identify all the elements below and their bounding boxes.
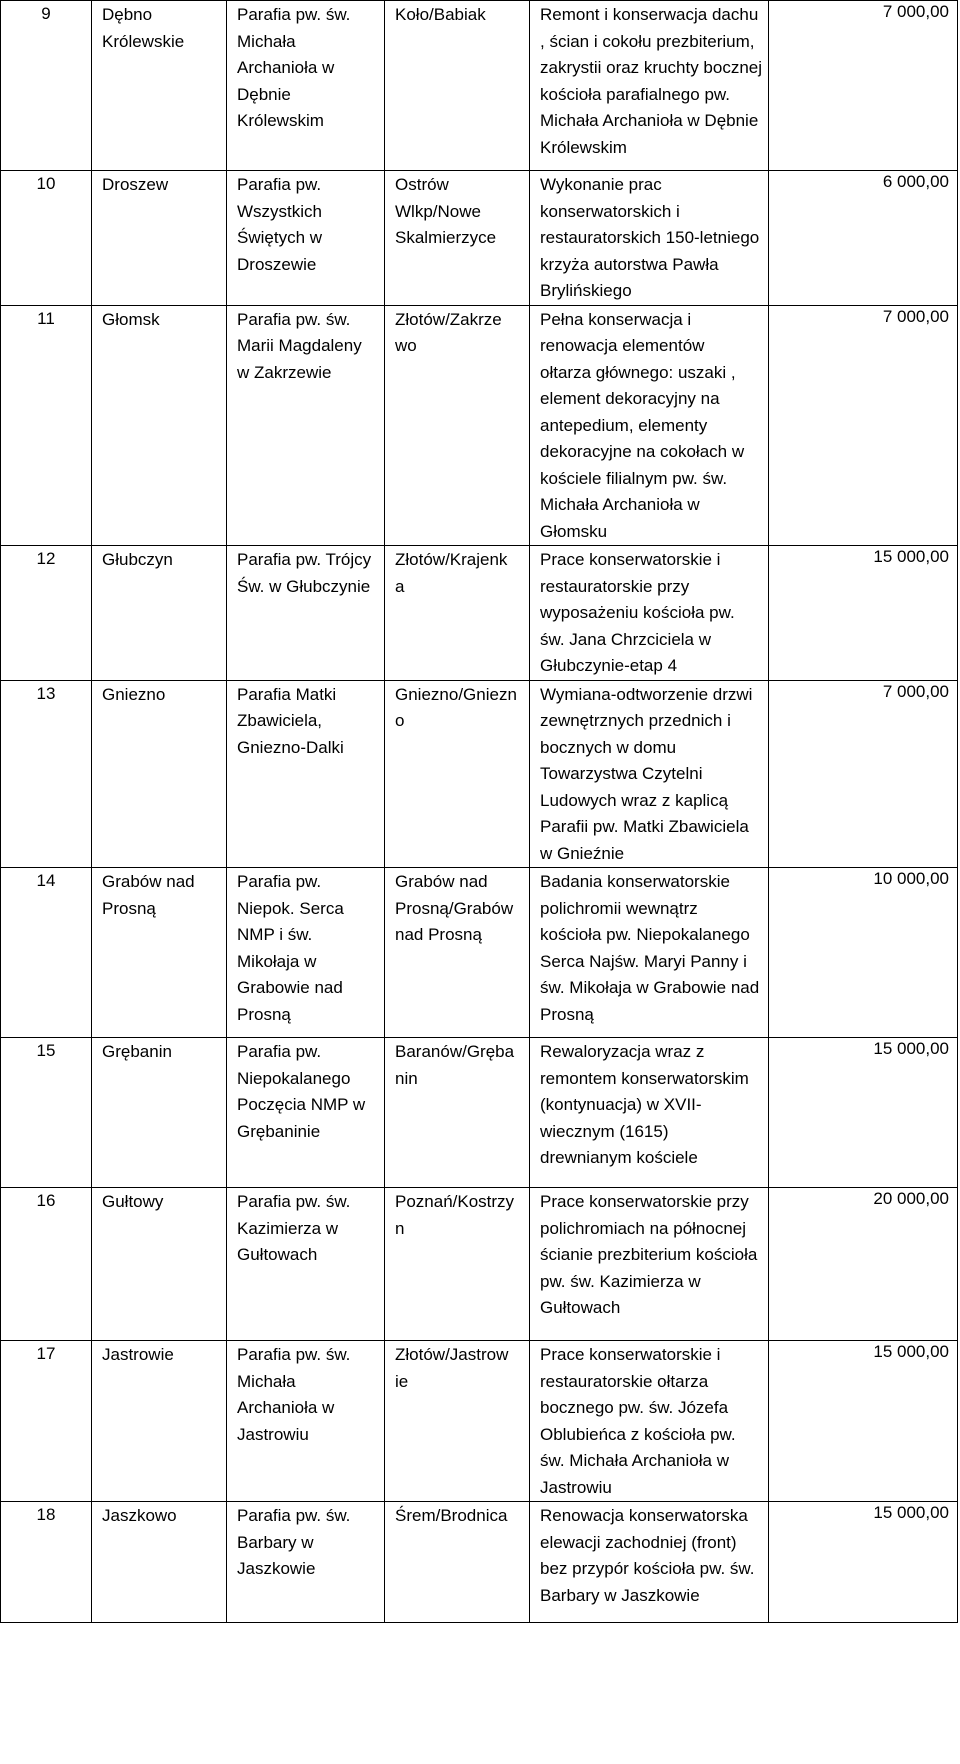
district-cell <box>385 546 530 681</box>
task-cell-text: Prace konserwatorskie i restauratorskie przy wyposażeniu kościoła pw. św. Jana Chrzciciela w Głubczynie-etap 4 <box>540 550 735 675</box>
row-number-text: 9 <box>41 4 51 23</box>
locality-cell <box>92 1038 227 1188</box>
row-number <box>1 546 92 681</box>
district-cell-text: Złotów/Krajenk a <box>395 550 508 596</box>
row-number-text: 16 <box>36 1191 56 1210</box>
amount-cell-text: 15 000,00 <box>873 1342 949 1361</box>
locality-cell-text: Droszew <box>102 175 169 194</box>
locality-cell <box>92 1 227 171</box>
parish-cell <box>227 305 385 546</box>
locality-cell <box>92 305 227 546</box>
row-number <box>1 1 92 171</box>
row-number-text: 14 <box>36 871 56 890</box>
table-row <box>1 1341 958 1502</box>
locality-cell-text: Głubczyn <box>102 550 173 569</box>
district-cell-text: Koło/Babiak <box>395 5 486 24</box>
locality-cell-text: Grębanin <box>102 1042 172 1061</box>
locality-cell <box>92 1188 227 1341</box>
amount-cell-text: 7 000,00 <box>882 306 949 326</box>
locality-cell <box>92 171 227 306</box>
parish-cell <box>227 1502 385 1623</box>
district-cell-text: Grabów nad Prosną/Grabów nad Prosną <box>395 872 514 944</box>
row-number-text: 17 <box>36 1344 56 1363</box>
task-cell-text: Rewaloryzacja wraz z remontem konserwatorskim (kontynuacja) w XVII- wiecznym (1615) drewnianym kościele <box>540 1042 749 1167</box>
locality-cell <box>92 868 227 1038</box>
row-number <box>1 305 92 546</box>
task-cell-text: Wykonanie prac konserwatorskich i restauratorskich 150-letniego krzyża autorstwa Pawła Brylińskiego <box>540 175 760 300</box>
task-cell-text: Badania konserwatorskie polichromii wewnątrz kościoła pw. Niepokalanego Serca Najśw. Maryi Panny i św. Mikołaja w Grabowie nad Prosną <box>540 872 760 1024</box>
parish-cell-text: Parafia pw. św. Kazimierza w Gułtowach <box>237 1192 351 1264</box>
district-cell <box>385 1188 530 1341</box>
locality-cell-text: Grabów nad Prosną <box>102 872 195 918</box>
amount-cell <box>769 1502 958 1623</box>
task-cell <box>530 1 769 171</box>
row-number <box>1 1038 92 1188</box>
row-number <box>1 1341 92 1502</box>
district-cell <box>385 1502 530 1623</box>
parish-cell <box>227 1038 385 1188</box>
district-cell-text: Ostrów Wlkp/Nowe Skalmierzyce <box>395 175 497 247</box>
task-cell <box>530 1341 769 1502</box>
district-cell <box>385 868 530 1038</box>
amount-cell <box>769 546 958 681</box>
row-number <box>1 868 92 1038</box>
task-cell-text: Prace konserwatorskie przy polichromiach na północnej ścianie prezbiterium kościoła pw. św. Kazimierza w Gułtowach <box>540 1192 758 1317</box>
table-row <box>1 1038 958 1188</box>
row-number-text: 18 <box>36 1505 56 1524</box>
amount-cell-text: 7 000,00 <box>882 2 949 21</box>
parish-cell <box>227 1341 385 1502</box>
parish-cell-text: Parafia pw. św. Michała Archanioła w Dębnie Królewskim <box>237 5 351 130</box>
district-cell <box>385 1341 530 1502</box>
row-number <box>1 1188 92 1341</box>
parish-cell-text: Parafia pw. Niepok. Serca NMP i św. Mikołaja w Grabowie nad Prosną <box>237 872 344 1024</box>
locality-cell-text: Gułtowy <box>102 1192 164 1211</box>
amount-cell <box>769 680 958 868</box>
locality-cell-text: Głomsk <box>102 309 160 329</box>
locality-cell <box>92 680 227 868</box>
task-cell <box>530 1038 769 1188</box>
locality-cell-text: Dębno Królewskie <box>102 5 185 51</box>
district-cell <box>385 1 530 171</box>
task-cell <box>530 680 769 868</box>
task-cell-text: Wymiana-odtworzenie drzwi zewnętrznych przednich i bocznych w domu Towarzystwa Czytelni Ludowych wraz z kaplicą Parafii pw. Matki Zbawiciela w Gnieźnie <box>540 684 753 863</box>
table-row <box>1 680 958 868</box>
table-row <box>1 1502 958 1623</box>
parish-cell-text: Parafia pw. Wszystkich Świętych w Droszewie <box>237 175 323 274</box>
task-cell-text: Remont i konserwacja dachu , ścian i cokołu prezbiterium, zakrystii oraz kruchty bocznej kościoła parafialnego pw. Michała Archanioła w Dębnie Królewskim <box>540 5 763 157</box>
amount-cell-text: 15 000,00 <box>873 547 949 566</box>
parish-cell-text: Parafia Matki Zbawiciela, Gniezno-Dalki <box>237 684 344 757</box>
parish-cell-text: Parafia pw. Trójcy Św. w Głubczynie <box>237 550 372 596</box>
amount-cell-text: 15 000,00 <box>873 1039 949 1058</box>
row-number-text: 12 <box>36 549 56 568</box>
table-row <box>1 1188 958 1341</box>
task-cell <box>530 1188 769 1341</box>
row-number-text: 10 <box>36 174 56 193</box>
row-number-text: 11 <box>37 308 55 328</box>
amount-cell-text: 15 000,00 <box>873 1503 949 1522</box>
district-cell <box>385 305 530 546</box>
locality-cell <box>92 1341 227 1502</box>
district-cell-text: Baranów/Gręba nin <box>395 1042 515 1088</box>
parish-cell <box>227 1188 385 1341</box>
parish-cell <box>227 868 385 1038</box>
task-cell <box>530 546 769 681</box>
locality-cell-text: Jastrowie <box>102 1345 174 1364</box>
row-number <box>1 171 92 306</box>
parish-cell <box>227 171 385 306</box>
table-row <box>1 305 958 546</box>
district-cell-text: Śrem/Brodnica <box>395 1506 508 1525</box>
amount-cell <box>769 1341 958 1502</box>
parish-cell-text: Parafia pw. św. Barbary w Jaszkowie <box>237 1506 351 1578</box>
amount-cell <box>769 171 958 306</box>
district-cell <box>385 171 530 306</box>
parish-cell-text: Parafia pw. św. Michała Archanioła w Jastrowiu <box>237 1345 351 1444</box>
parish-cell <box>227 1 385 171</box>
parish-cell <box>227 546 385 681</box>
table-row <box>1 546 958 681</box>
row-number-text: 13 <box>36 683 56 703</box>
table-row <box>1 171 958 306</box>
task-cell <box>530 868 769 1038</box>
task-cell <box>530 171 769 306</box>
locality-cell <box>92 1502 227 1623</box>
district-cell-text: Gniezno/Gniezn o <box>395 684 517 730</box>
amount-cell <box>769 868 958 1038</box>
amount-cell-text: 20 000,00 <box>873 1189 949 1208</box>
task-cell <box>530 1502 769 1623</box>
task-cell-text: Pełna konserwacja i renowacja elementów ołtarza głównego: uszaki , element dekoracyjny na antepedium, elementy dekoracyjne na cokołach w kościele filialnym pw. św. Michała Archanioła w Głomsku <box>540 309 745 541</box>
amount-cell <box>769 1038 958 1188</box>
district-cell-text: Złotów/Jastrow ie <box>395 1345 509 1391</box>
amount-cell-text: 6 000,00 <box>882 172 949 191</box>
amount-cell-text: 7 000,00 <box>882 681 949 701</box>
district-cell-text: Poznań/Kostrzy n <box>395 1192 515 1238</box>
row-number <box>1 1502 92 1623</box>
district-cell <box>385 1038 530 1188</box>
parish-cell-text: Parafia pw. Niepokalanego Poczęcia NMP w Grębaninie <box>237 1042 366 1141</box>
amount-cell <box>769 1 958 171</box>
task-cell-text: Renowacja konserwatorska elewacji zachodniej (front) bez przypór kościoła pw. św. Barbary w Jaszkowie <box>540 1506 755 1605</box>
amount-cell <box>769 1188 958 1341</box>
parish-cell <box>227 680 385 868</box>
table-row <box>1 1 958 171</box>
task-cell <box>530 305 769 546</box>
district-cell-text: Złotów/Zakrze wo <box>395 309 502 355</box>
district-cell <box>385 680 530 868</box>
grants-table-body <box>1 1 958 1623</box>
parish-cell-text: Parafia pw. św. Marii Magdaleny w Zakrzewie <box>237 309 362 382</box>
task-cell-text: Prace konserwatorskie i restauratorskie ołtarza bocznego pw. św. Józefa Oblubieńca z kościoła pw. św. Michała Archanioła w Jastrowiu <box>540 1345 736 1497</box>
amount-cell-text: 10 000,00 <box>873 869 949 888</box>
table-row <box>1 868 958 1038</box>
locality-cell-text: Gniezno <box>102 684 166 704</box>
locality-cell <box>92 546 227 681</box>
row-number <box>1 680 92 868</box>
locality-cell-text: Jaszkowo <box>102 1506 177 1525</box>
amount-cell <box>769 305 958 546</box>
row-number-text: 15 <box>36 1041 56 1060</box>
